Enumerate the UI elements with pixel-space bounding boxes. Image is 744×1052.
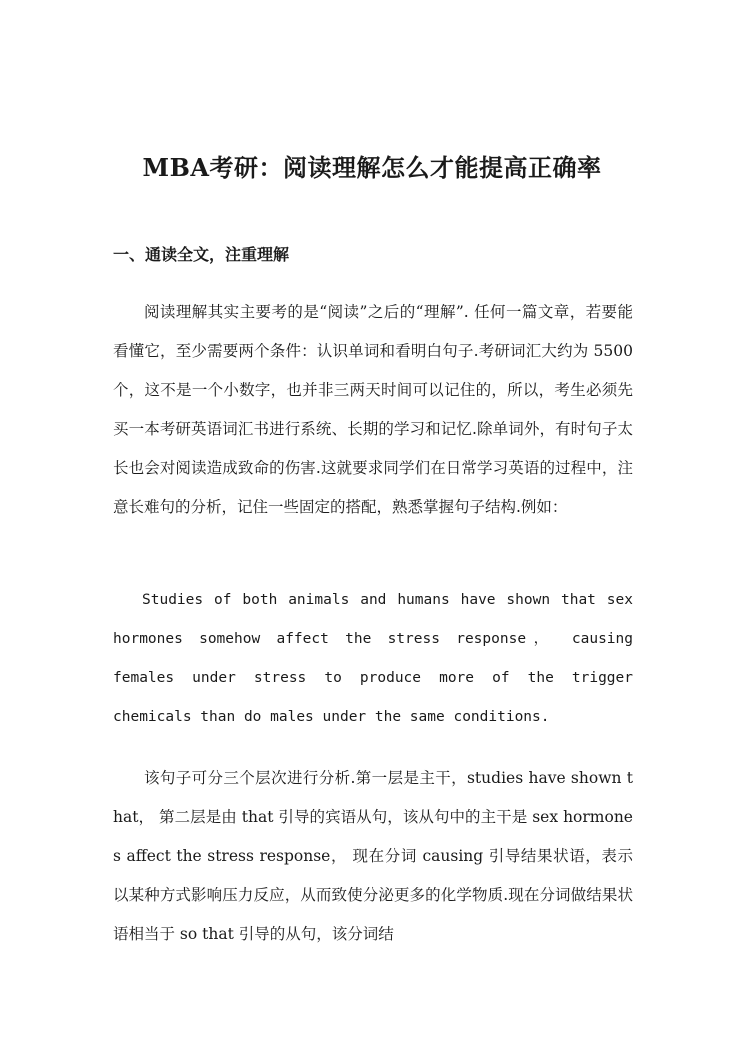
section-heading: 一、通读全文，注重理解 (113, 245, 290, 264)
document-title: MBA考研：阅读理解怎么才能提高正确率 (142, 153, 602, 182)
paragraph-analysis: 该句子可分三个层次进行分析.第一层是主干，studies have shown that， 第二层是由 that 引导的宾语从句，该从句中的主干是 sex hormones affect the stress response， 现在分词 causing 引导结果状语，表示以某种方式影响压力反应，从而致使分泌更多的化学物质.现在分词做结果状语相当于 so that 引导的从句，该分词结 (113, 769, 633, 943)
paragraph-intro: 阅读理解其实主要考的是“阅读”之后的“理解”. 任何一篇文章，若要能看懂它，至少需要两个条件：认识单词和看明白句子.考研词汇大约为 5500 个，这不是一个小数字，也并非三两天时间可以记住的，所以，考生必须先买一本考研英语词汇书进行系统、长期的学习和记忆.除单词外，有时句子太长也会对阅读造成致命的伤害.这就要求同学们在日常学习英语的过程中，注意长难句的分析，记住一些固定的搭配，熟悉掌握句子结构.例如： (113, 303, 633, 516)
paragraph-english-example: Studies of both animals and humans have shown that sex hormones somehow affect the stress response， causing females under stress to produce more of the trigger chemicals than do males under the same conditions. (113, 592, 633, 725)
